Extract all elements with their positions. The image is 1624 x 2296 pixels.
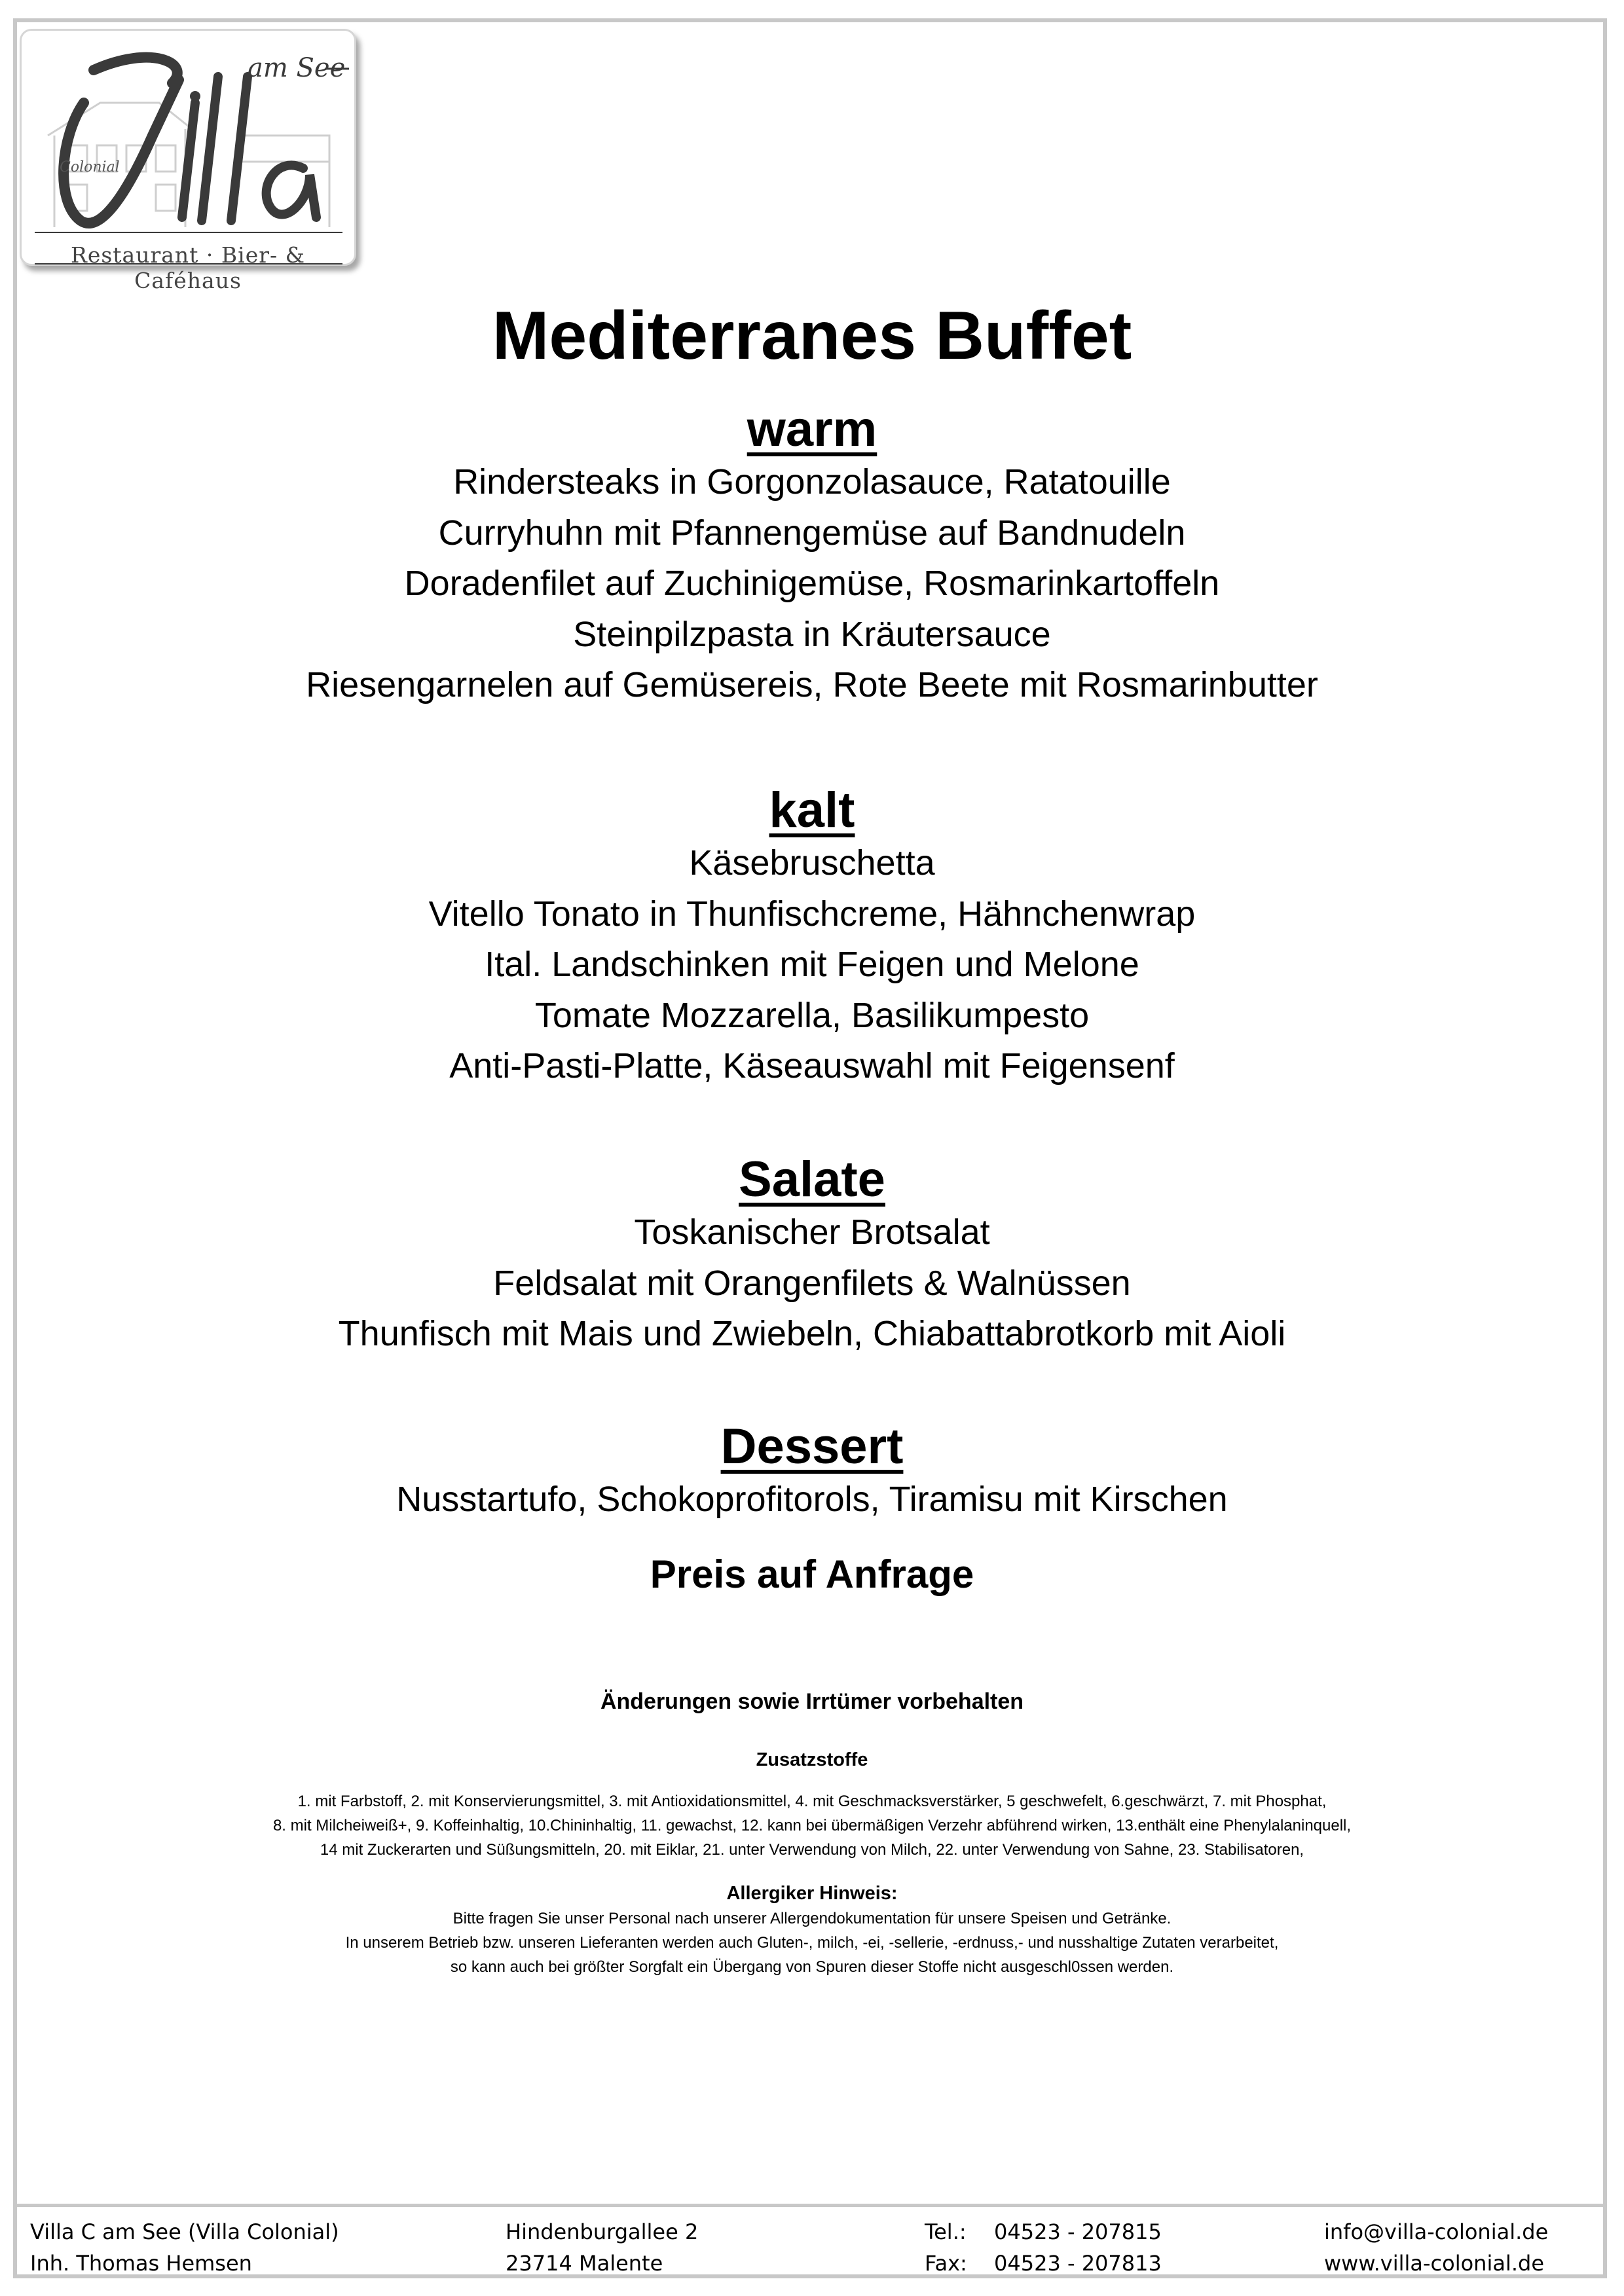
section-kalt [0,782,1624,1092]
footer-city: 23714 Malente [506,2251,663,2276]
footer-street: Hindenburgallee 2 [506,2219,699,2244]
list-item: Thunfisch mit Mais und Zwiebeln, Chiabattabrotkorb mit Aioli [338,1314,1286,1353]
section-dessert [0,1418,1624,1525]
footer-fax-label: Fax: [925,2251,967,2276]
footer-email-link[interactable]: info@villa-colonial.de [1324,2219,1549,2244]
list-item: Curryhuhn mit Pfannengemüse auf Bandnudeln [438,513,1186,553]
price-note: Preis auf Anfrage [650,1552,974,1596]
footer-business-name: Villa C am See (Villa Colonial) [30,2219,339,2244]
script-a-icon [267,165,316,217]
section-warm [0,401,1624,711]
allergy-line: Bitte fragen Sie unser Personal nach unserer Allergendokumentation für unsere Speisen und Getränke. [452,1910,1172,1927]
list-item: Rindersteaks in Gorgonzolasauce, Ratatouille [453,462,1171,501]
logo-sub-text: am See [248,53,346,83]
additives-line: 1. mit Farbstoff, 2. mit Konservierungsmittel, 3. mit Antioxidationsmittel, 4. mit Geschmacksverstärker, 5 geschwefelt, 6.geschwärzt, 7. mit Phosphat, [297,1793,1327,1810]
footer-owner: Inh. Thomas Hemsen [30,2251,252,2276]
list-item: Toskanischer Brotsalat [634,1212,990,1252]
list-item: Steinpilzpasta in Kräutersauce [573,614,1051,654]
allergy-line: so kann auch bei größter Sorgfalt ein Übergang von Spuren dieser Stoffe nicht ausgeschl0ssen werden. [450,1958,1174,1976]
restaurant-logo [20,29,356,293]
disclaimer-text: Änderungen sowie Irrtümer vorbehalten [600,1689,1024,1714]
additives-line: 14 mit Zuckerarten und Süßungsmitteln, 20. mit Eiklar, 21. unter Verwendung von Milch, 22. unter Verwendung von Sahne, 23. Stabilisatoren, [320,1841,1304,1859]
list-item: Anti-Pasti-Platte, Käseauswahl mit Feigensenf [449,1046,1175,1085]
list-item: Feldsalat mit Orangenfilets & Walnüssen [493,1263,1131,1303]
footer-fax: 04523 - 207813 [994,2251,1162,2276]
footer-divider [13,2204,1607,2207]
logo-graphic [22,31,356,265]
list-item: Ital. Landschinken mit Feigen und Melone [485,945,1139,984]
section-salate [0,1151,1624,1360]
page-title: Mediterranes Buffet [492,298,1132,374]
logo-corner-text: Colonial [60,159,120,175]
allergy-block [0,1880,1624,1979]
section-heading: warm [747,401,877,457]
footer-tel[interactable]: 04523 - 207815 [994,2219,1162,2244]
section-heading: kalt [769,782,855,838]
footer-tel-label: Tel.: [925,2219,967,2244]
footer-web-link[interactable]: www.villa-colonial.de [1324,2251,1544,2276]
section-heading: Dessert [720,1419,904,1474]
list-item: Tomate Mozzarella, Basilikumpesto [534,995,1090,1035]
logo-tagline: Restaurant · Bier- & Caféhaus [70,242,306,293]
additives-block [0,1749,1624,1862]
list-item: Doradenfilet auf Zuchinigemüse, Rosmarinkartoffeln [404,564,1220,603]
list-item: Riesengarnelen auf Gemüsereis, Rote Beete mit Rosmarinbutter [306,665,1318,704]
allergy-heading: Allergiker Hinweis: [726,1883,898,1904]
list-item: Nusstartufo, Schokoprofitorols, Tiramisu mit Kirschen [396,1480,1228,1519]
allergy-line: In unserem Betrieb bzw. unseren Lieferanten werden auch Gluten-, milch, -ei, -sellerie, -erdnuss,- und nusshaltige Zutaten verarbeitet, [345,1934,1279,1952]
script-v-icon [64,58,179,223]
additives-line: 8. mit Milcheiweiß+, 9. Koffeinhaltig, 10.Chininhaltig, 11. gewachst, 12. kann bei übermäßigen Verzehr abführend wirken, 13.enthält eine Phenylalaninquell, [272,1817,1352,1834]
additives-heading: Zusatzstoffe [756,1749,868,1770]
list-item: Käsebruschetta [689,843,935,883]
section-heading: Salate [739,1152,885,1207]
disclaimer [0,1689,1624,1715]
list-item: Vitello Tonato in Thunfischcreme, Hähnchenwrap [428,894,1196,934]
